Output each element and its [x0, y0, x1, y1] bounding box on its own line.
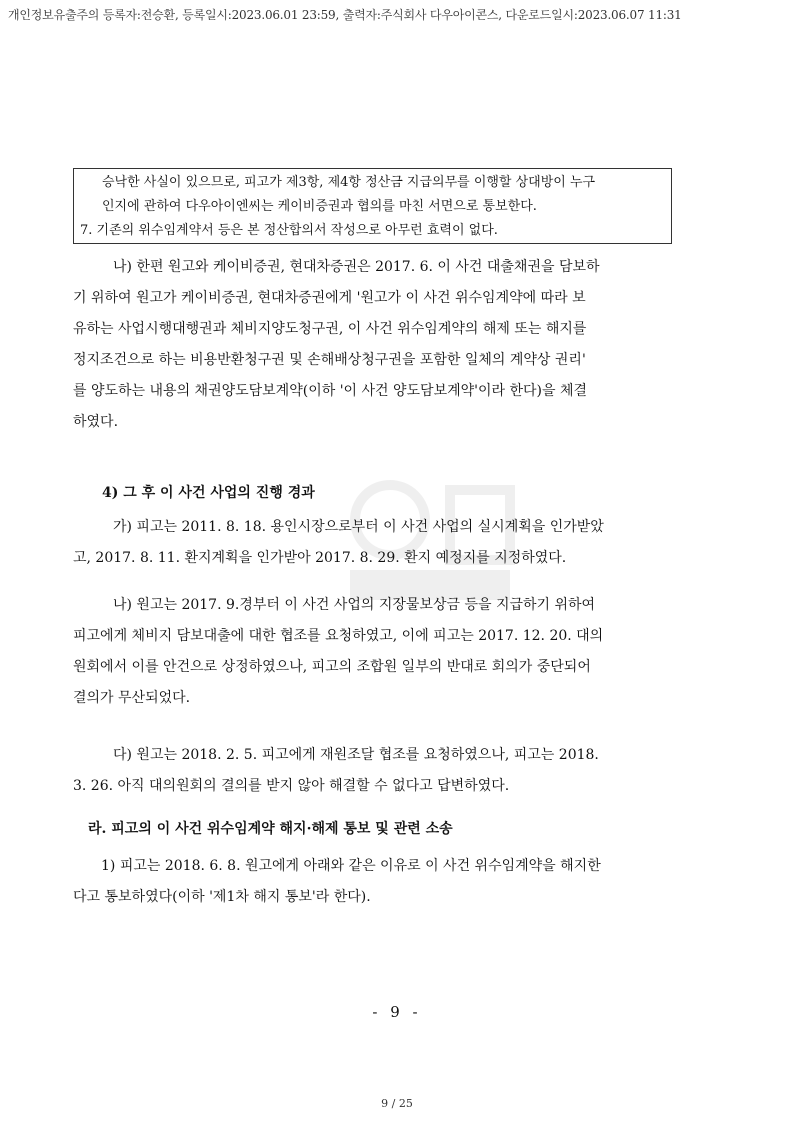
quote-line: 인지에 관하여 다우아이엔씨는 케이비증권과 협의를 마친 서면으로 통보한다.	[102, 199, 537, 214]
text-line: 가) 피고는 2011. 8. 18. 용인시장으로부터 이 사건 사업의 실시계획을 인가받았	[113, 519, 604, 535]
text-line: 유하는 사업시행대행권과 체비지양도청구권, 이 사건 위수임계약의 해제 또는 해지를	[73, 321, 587, 337]
text-line: 하였다.	[73, 414, 119, 430]
quote-line: 7. 기존의 위수임계약서 등은 본 정산합의서 작성으로 아무런 효력이 없다.	[80, 223, 498, 238]
quoted-agreement-box	[73, 168, 672, 244]
text-line: 나) 원고는 2017. 9.경부터 이 사건 사업의 지장물보상금 등을 지급하기 위하여	[113, 597, 596, 613]
paragraph-na-loan-request	[73, 590, 678, 714]
section-heading-4: 4) 그 후 이 사건 사업의 진행 경과	[102, 485, 315, 501]
text-line: 정지조건으로 하는 비용반환청구권 및 손해배상청구권을 포함한 일체의 계약상 권리'	[73, 352, 586, 368]
paragraph-da-funding	[73, 740, 678, 802]
section-heading-ra: 라. 피고의 이 사건 위수임계약 해지·해제 통보 및 관련 소송	[88, 821, 453, 837]
text-line: 결의가 무산되었다.	[73, 690, 191, 706]
page-counter: 9 / 25	[381, 1097, 413, 1110]
text-line: 3. 26. 아직 대의원회의 결의를 받지 않아 해결할 수 없다고 답변하였다.	[73, 778, 510, 794]
text-line: 다) 원고는 2018. 2. 5. 피고에게 재원조달 협조를 요청하였으나, 피고는 2018.	[113, 747, 599, 763]
text-line: 원회에서 이를 안건으로 상정하였으나, 피고의 조합원 일부의 반대로 회의가 중단되어	[73, 659, 591, 675]
text-line: 나) 한편 원고와 케이비증권, 현대차증권은 2017. 6. 이 사건 대출채권을 담보하	[113, 259, 600, 275]
text-line: 고, 2017. 8. 11. 환지계획을 인가받아 2017. 8. 29. 환지 예정지를 지정하였다.	[73, 550, 567, 566]
paragraph-na-loan-security	[73, 252, 678, 438]
text-line: 1) 피고는 2018. 6. 8. 원고에게 아래와 같은 이유로 이 사건 위수임계약을 해지한	[101, 858, 601, 874]
text-line: 피고에게 체비지 담보대출에 대한 협조를 요청하였고, 이에 피고는 2017. 12. 20. 대의	[73, 628, 604, 644]
paragraph-ga-approval	[73, 512, 678, 574]
quote-line: 승낙한 사실이 있으므로, 피고가 제3항, 제4항 정산금 지급의무를 이행할 상대방이 누구	[102, 175, 596, 190]
page-number: - 9 -	[372, 1003, 422, 1021]
paragraph-termination-notice	[73, 851, 678, 913]
download-watermark-header: 개인정보유출주의 등록자:전승환, 등록일시:2023.06.01 23:59, 출력자:주식회사 다우아이콘스, 다운로드일시:2023.06.07 11:31	[8, 8, 682, 22]
text-line: 기 위하여 원고가 케이비증권, 현대차증권에게 '원고가 이 사건 위수임계약에 따라 보	[73, 290, 586, 306]
text-line: 다고 통보하였다(이하 '제1차 해지 통보'라 한다).	[73, 889, 371, 905]
text-line: 를 양도하는 내용의 채권양도담보계약(이하 '이 사건 양도담보계약'이라 한다)을 체결	[73, 383, 588, 399]
